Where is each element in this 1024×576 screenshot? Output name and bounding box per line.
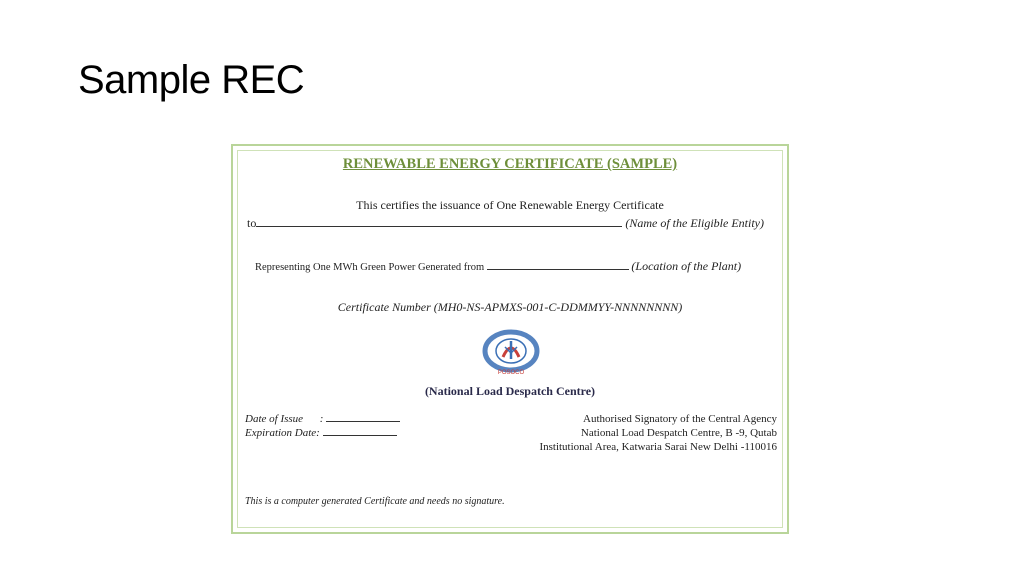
representing-text: Representing One MWh Green Power Generated from [255,262,485,273]
certificate-image [231,144,789,534]
posoco-logo-icon [479,329,543,377]
representing-line [255,259,741,274]
to-label: to [247,216,257,230]
certificate-number: Certificate Number (MH0-NS-APMXS-001-C-DDMMYY-NNNNNNNN) [337,300,683,314]
recipient-line [247,216,764,231]
certificate-heading: RENEWABLE ENERGY CERTIFICATE (SAMPLE) [342,156,678,172]
logo-text: POSOCO [497,370,525,376]
location-hint: (Location of the Plant) [631,259,742,273]
signatory-line-3: Institutional Area, Katwaria Sarai New Delhi -110016 [539,441,777,453]
signatory-block [539,412,777,454]
issuance-text: This certifies the issuance of One Renewable Energy Certificate [356,198,664,212]
expiration-date-blank [323,435,397,436]
recipient-hint: (Name of the Eligible Entity) [625,216,764,230]
recipient-blank [256,226,622,227]
location-blank [487,269,629,270]
date-of-issue-row [245,412,400,426]
date-of-issue-label: Date of Issue [245,413,304,425]
date-of-issue-separator: : [319,413,324,425]
signatory-line-2: National Load Despatch Centre, B -9, Qutab [580,427,777,439]
signatory-line-1: Authorised Signatory of the Central Agency [583,413,777,425]
slide-title: Sample REC [78,58,305,102]
footer-note: This is a computer generated Certificate and needs no signature. [245,496,505,507]
date-of-issue-blank [326,421,400,422]
agency-name: (National Load Despatch Centre) [424,384,596,398]
dates-block [245,412,400,440]
expiration-date-label: Expiration Date: [245,427,320,439]
expiration-date-row [245,426,400,440]
